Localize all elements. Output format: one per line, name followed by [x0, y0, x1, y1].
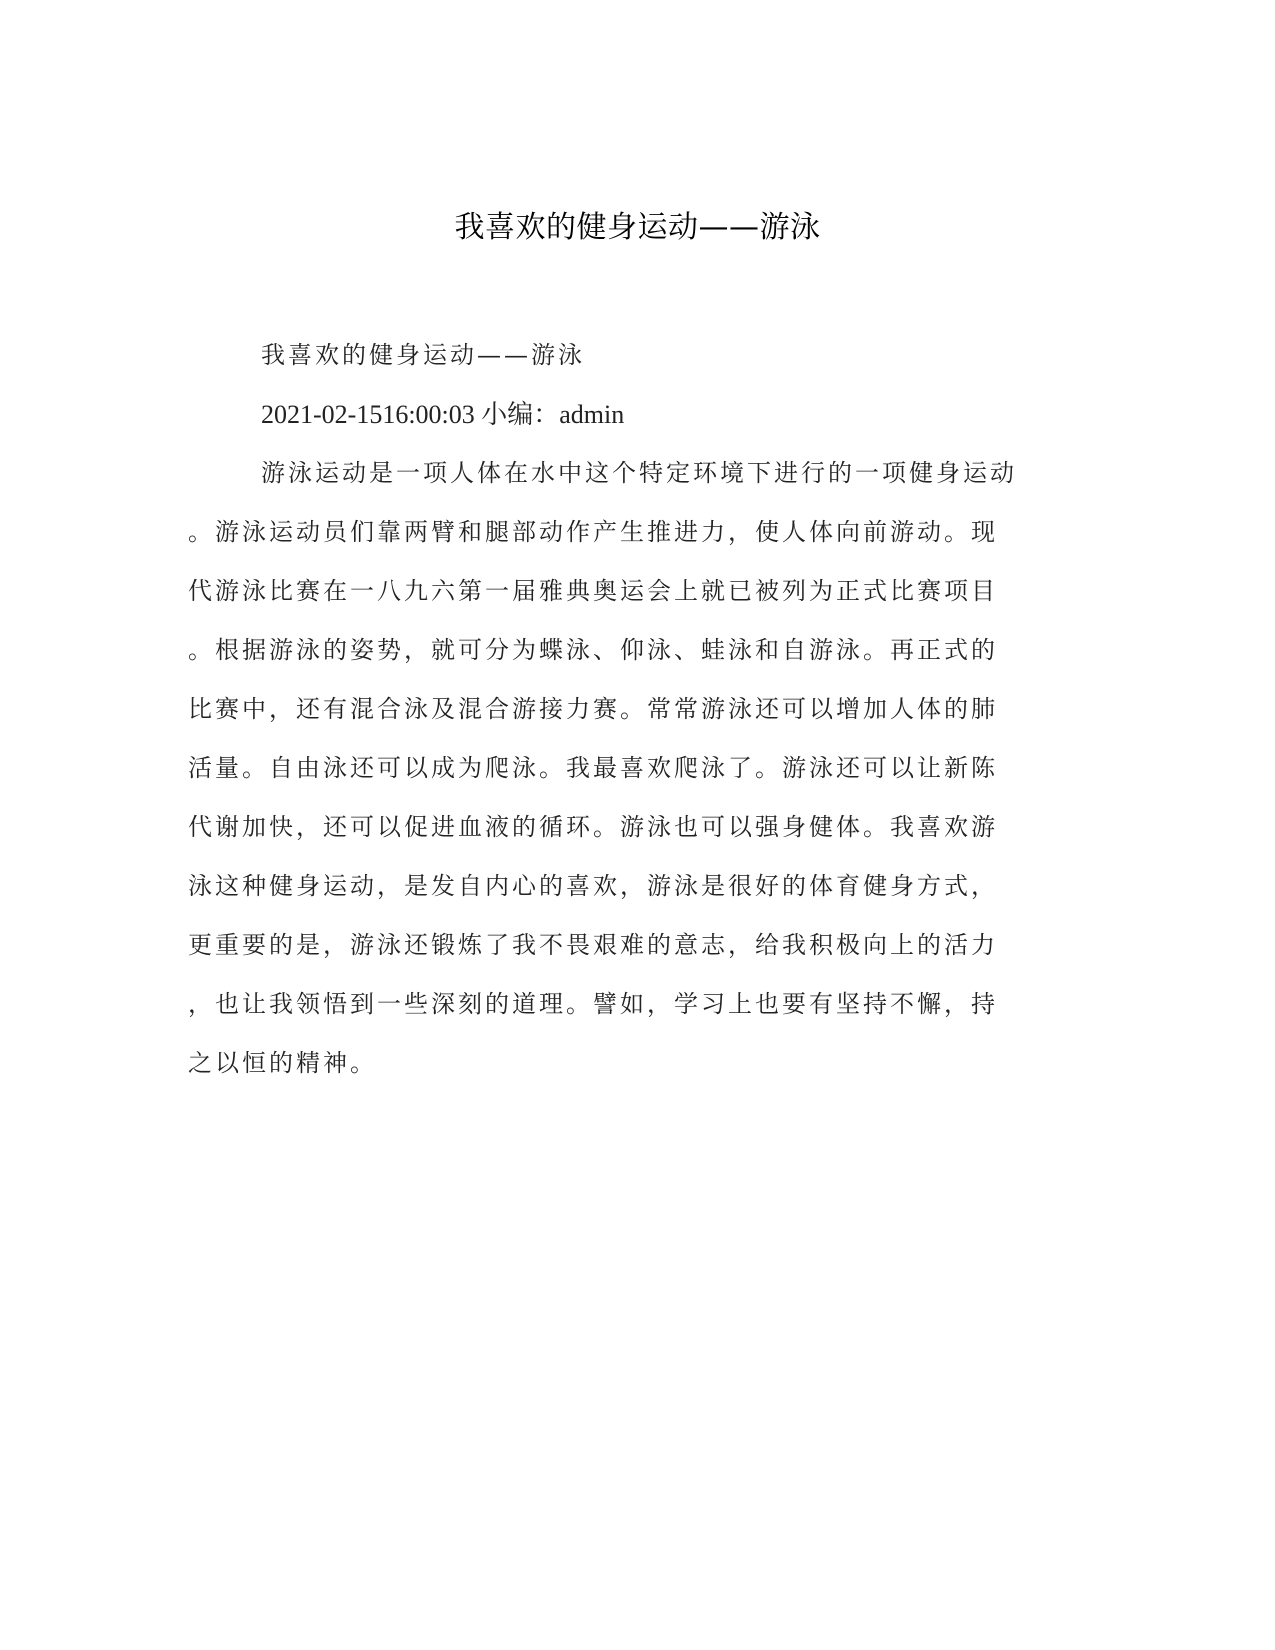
article-subtitle: 我喜欢的健身运动——游泳 — [261, 341, 585, 369]
document-title: 我喜欢的健身运动——游泳 — [454, 210, 821, 245]
paragraph-line: 比赛中，还有混合泳及混合游接力赛。常常游泳还可以增加人体的肺 — [188, 695, 998, 723]
paragraph-line: 活量。自由泳还可以成为爬泳。我最喜欢爬泳了。游泳还可以让新陈 — [188, 754, 998, 782]
paragraph-line: 。根据游泳的姿势，就可分为蝶泳、仰泳、蛙泳和自游泳。再正式的 — [188, 636, 998, 664]
paragraph-line: 代游泳比赛在一八九六第一届雅典奥运会上就已被列为正式比赛项目 — [188, 577, 998, 605]
paragraph-line: 泳这种健身运动，是发自内心的喜欢，游泳是很好的体育健身方式， — [188, 872, 998, 900]
document-body — [188, 326, 1068, 1093]
paragraph-line: 之以恒的精神。 — [188, 1049, 377, 1077]
paragraph-line: 更重要的是，游泳还锻炼了我不畏艰难的意志，给我积极向上的活力 — [188, 931, 998, 959]
article-meta: 2021-02-1516:00:03 小编：admin — [261, 400, 625, 429]
paragraph-line: ，也让我领悟到一些深刻的道理。譬如，学习上也要有坚持不懈，持 — [188, 990, 998, 1018]
paragraph-line: 。游泳运动员们靠两臂和腿部动作产生推进力，使人体向前游动。现 — [188, 518, 998, 546]
paragraph-line: 代谢加快，还可以促进血液的循环。游泳也可以强身健体。我喜欢游 — [188, 813, 998, 841]
paragraph-line: 游泳运动是一项人体在水中这个特定环境下进行的一项健身运动 — [261, 459, 1017, 487]
